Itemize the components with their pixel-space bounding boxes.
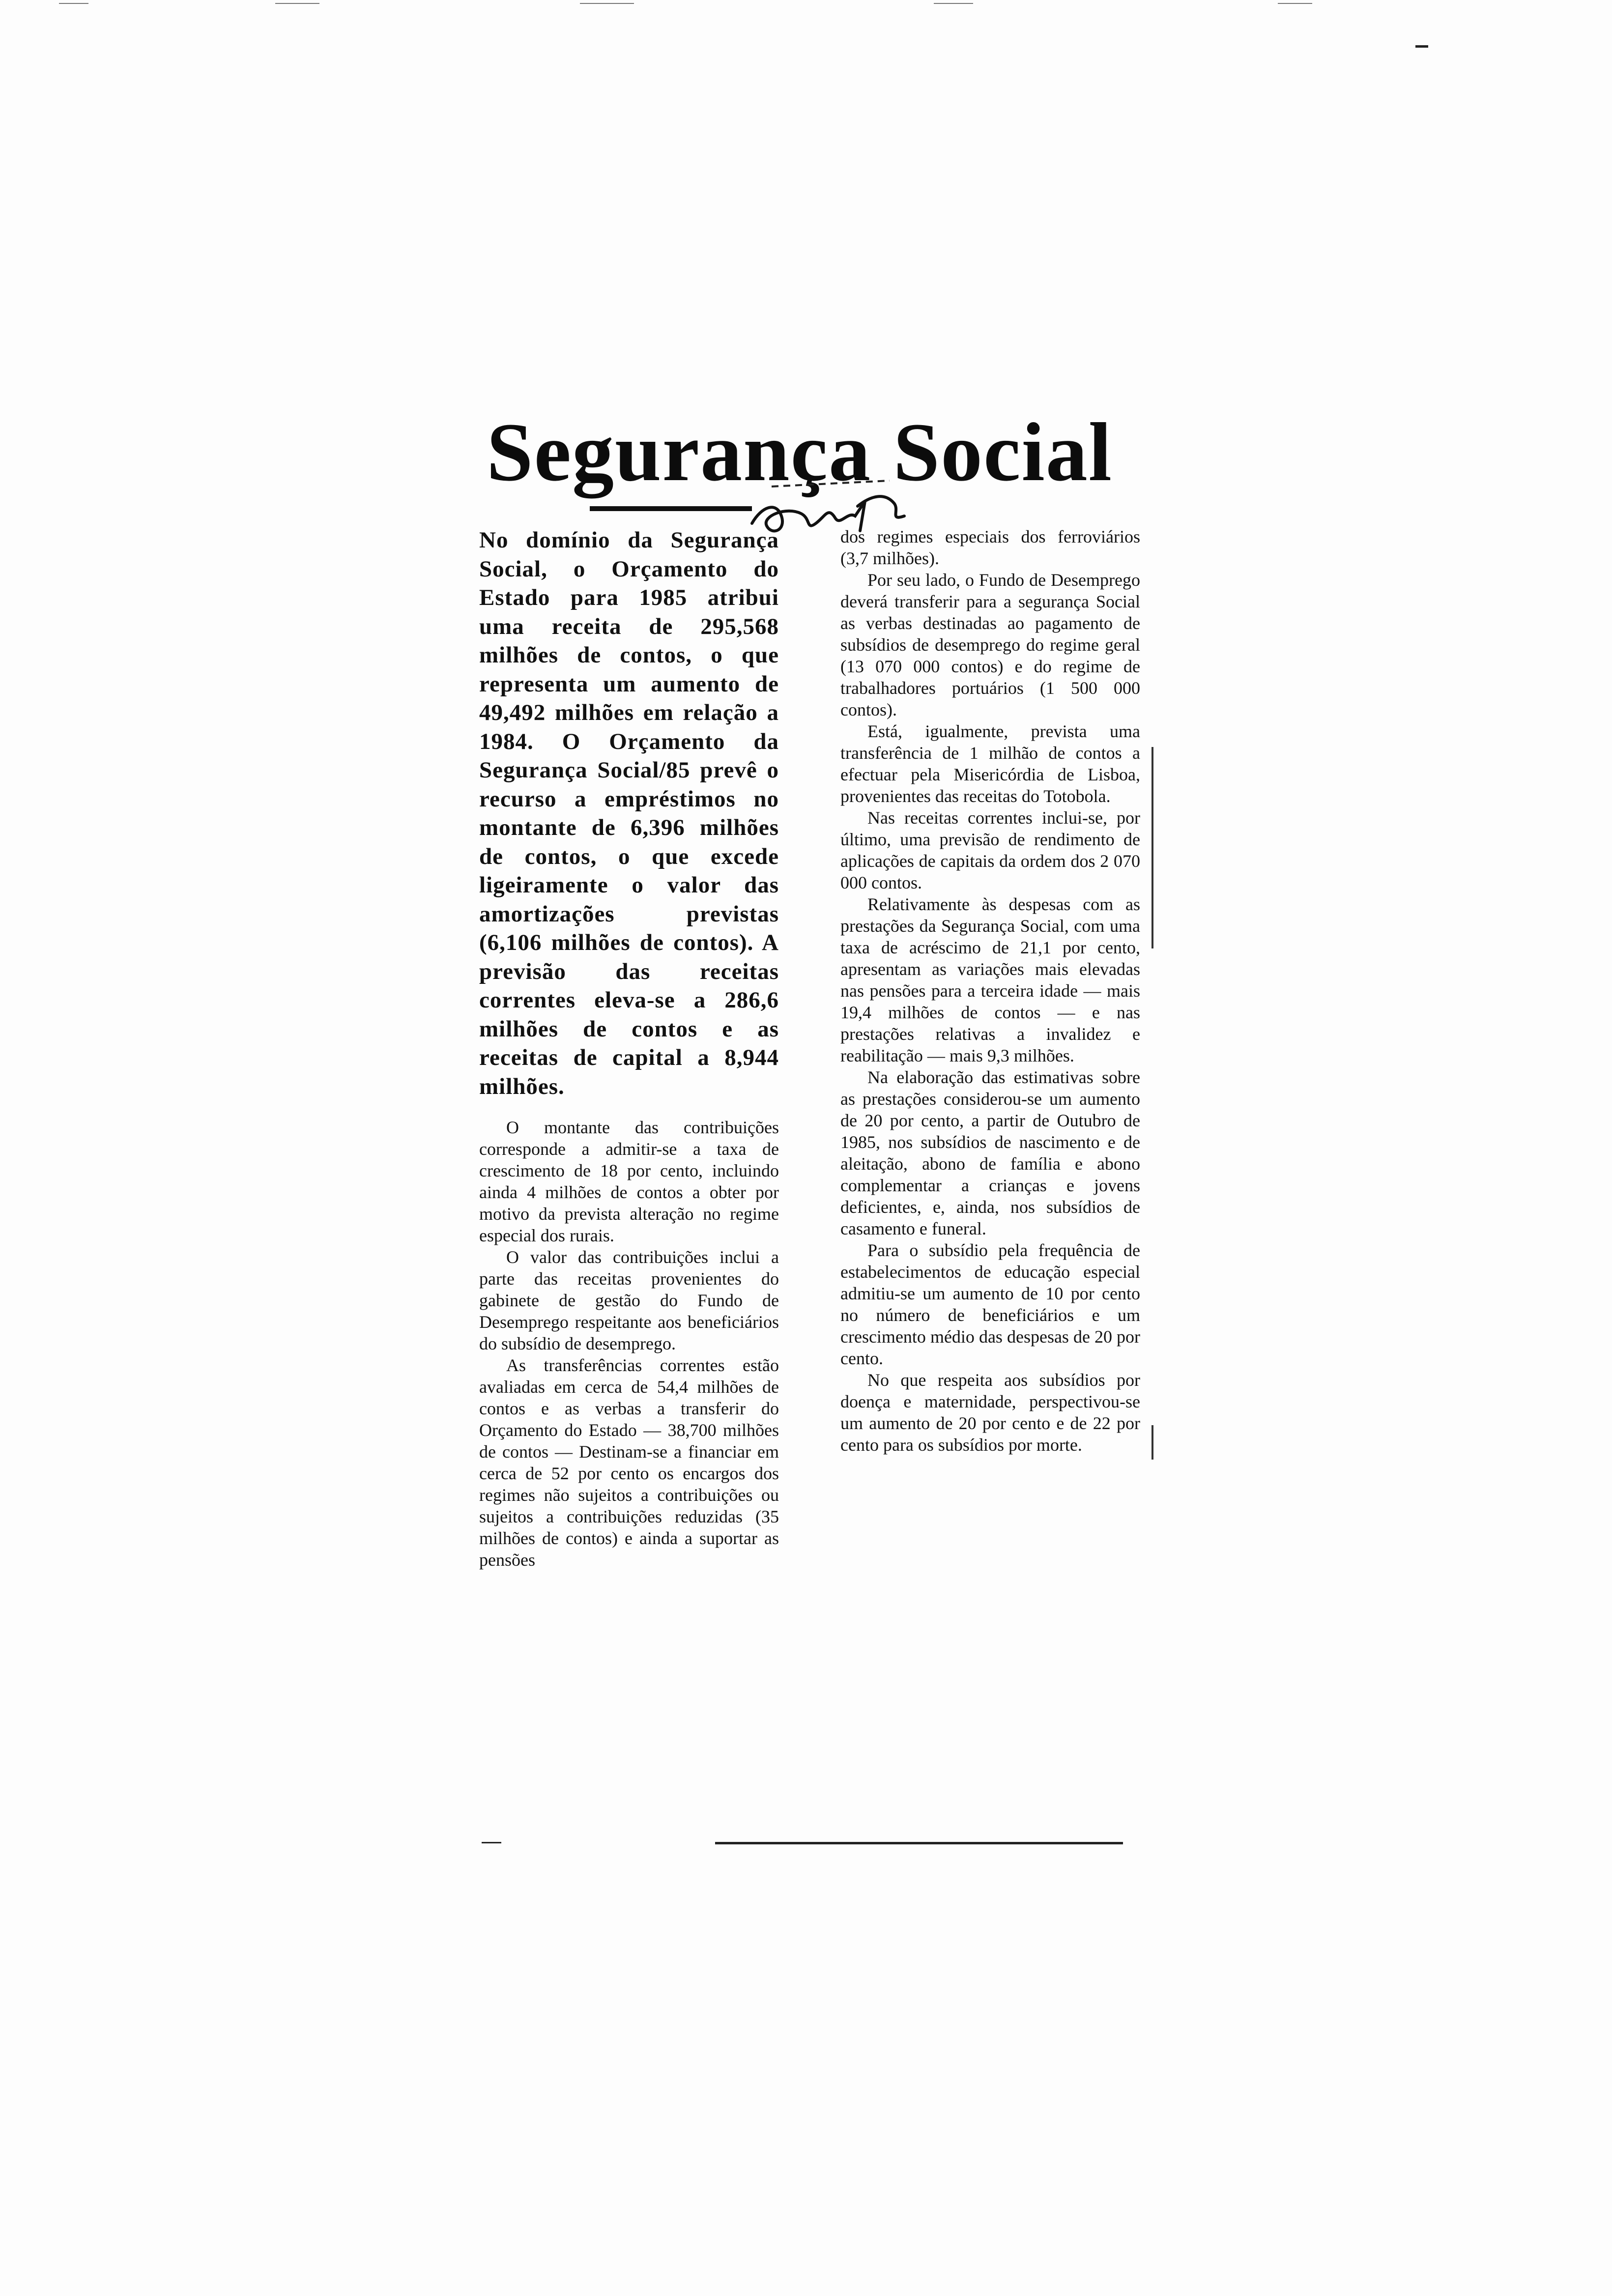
scan-mark: [1415, 45, 1428, 48]
body-paragraph: Na elaboração das estimativas sobre as prestações considerou-se um aumento de 20 por cento, a partir de Outubro de 1985, nos subsídios de nascimento e de aleitação, abono de família e abono complementar a crianças e jovens deficientes, e, ainda, nos subsídios de casamento e funeral.: [840, 1067, 1140, 1238]
scan-mark: [59, 3, 88, 4]
scan-edge-marks: [0, 0, 1612, 10]
bottom-rule: [482, 1842, 501, 1843]
scan-mark: [580, 3, 634, 4]
column-left: [479, 526, 779, 1571]
margin-mark: [1151, 1425, 1153, 1460]
body-paragraph: Por seu lado, o Fundo de Desemprego deverá transferir para a segurança Social as verbas destinadas ao pagamento de subsídios de desemprego do regime geral (13 070 000 contos) e do regime de trabalhadores portuários (1 500 000 contos).: [840, 570, 1140, 719]
body-paragraph: Nas receitas correntes inclui-se, por último, uma previsão de rendimento de aplicações de capitais da ordem dos 2 070 000 contos.: [840, 808, 1140, 892]
scan-mark: [1278, 3, 1312, 4]
body-paragraph: No que respeita aos subsídios por doença e maternidade, perspectivou-se um aumento de 20 por cento e de 22 por cento para os subsídios por morte.: [840, 1370, 1140, 1455]
scan-mark: [275, 3, 319, 4]
body-paragraph: Está, igualmente, prevista uma transferência de 1 milhão de contos a efectuar pela Misericórdia de Lisboa, provenientes das receitas do Totobola.: [840, 721, 1140, 806]
body-paragraph: O valor das contribuições inclui a parte das receitas provenientes do gabinete de gestão do Fundo de Desemprego respeitante aos beneficiários do subsídio de desemprego.: [479, 1247, 779, 1353]
newspaper-clipping: [467, 403, 1155, 1853]
body-paragraph: O montante das contribuições corresponde a admitir-se a taxa de crescimento de 18 por cento, incluindo ainda 4 milhões de contos a obter por motivo da prevista alteração no regime especial dos rurais.: [479, 1118, 779, 1245]
body-paragraph: Para o subsídio pela frequência de estabelecimentos de educação especial admitiu-se um aumento de 10 por cento no número de beneficiários e um crescimento médio das despesas de 20 por cento.: [840, 1240, 1140, 1368]
bottom-rule: [715, 1842, 1123, 1844]
headline-underline: [590, 506, 752, 511]
body-paragraph: Relativamente às despesas com as prestações da Segurança Social, com uma taxa de acréscimo de 21,1 por cento, apresentam as variações mais elevadas nas pensões para a terceira idade — mais 19,4 milhões de contos — e nas prestações relativas a invalidez e reabilitação — mais 9,3 milhões.: [840, 894, 1140, 1065]
article-lead: No domínio da Segurança Social, o Orçamento do Estado para 1985 atribui uma receita de 295,568 milhões de contos, o que representa um aumento de 49,492 milhões em relação a 1984. O Orçamento da Segurança Social/85 prevê o recurso a empréstimos no montante de 6,396 milhões de contos, o que excede ligeiramente o valor das amortizações previstas (6,106 milhões de contos). A previsão das receitas correntes eleva-se a 286,6 milhões de contos e as receitas de capital a 8,944 milhões.: [479, 527, 779, 1099]
body-paragraph: As transferências correntes estão avaliadas em cerca de 54,4 milhões de contos e as verbas a transferir do Orçamento do Estado — 38,700 milhões de contos — Destinam-se a financiar em cerca de 52 por cento os encargos dos regimes não sujeitos a contribuições ou sujeitos a contribuições reduzidas (35 milhões de contos) e ainda a suportar as pensões: [479, 1355, 779, 1570]
body-paragraph-continued: dos regimes especiais dos ferroviários (3,7 milhões).: [840, 527, 1140, 568]
article-headline: Segurança Social: [487, 406, 1113, 498]
column-right: [840, 526, 1140, 1456]
scan-mark: [934, 3, 973, 4]
margin-mark: [1151, 747, 1153, 948]
